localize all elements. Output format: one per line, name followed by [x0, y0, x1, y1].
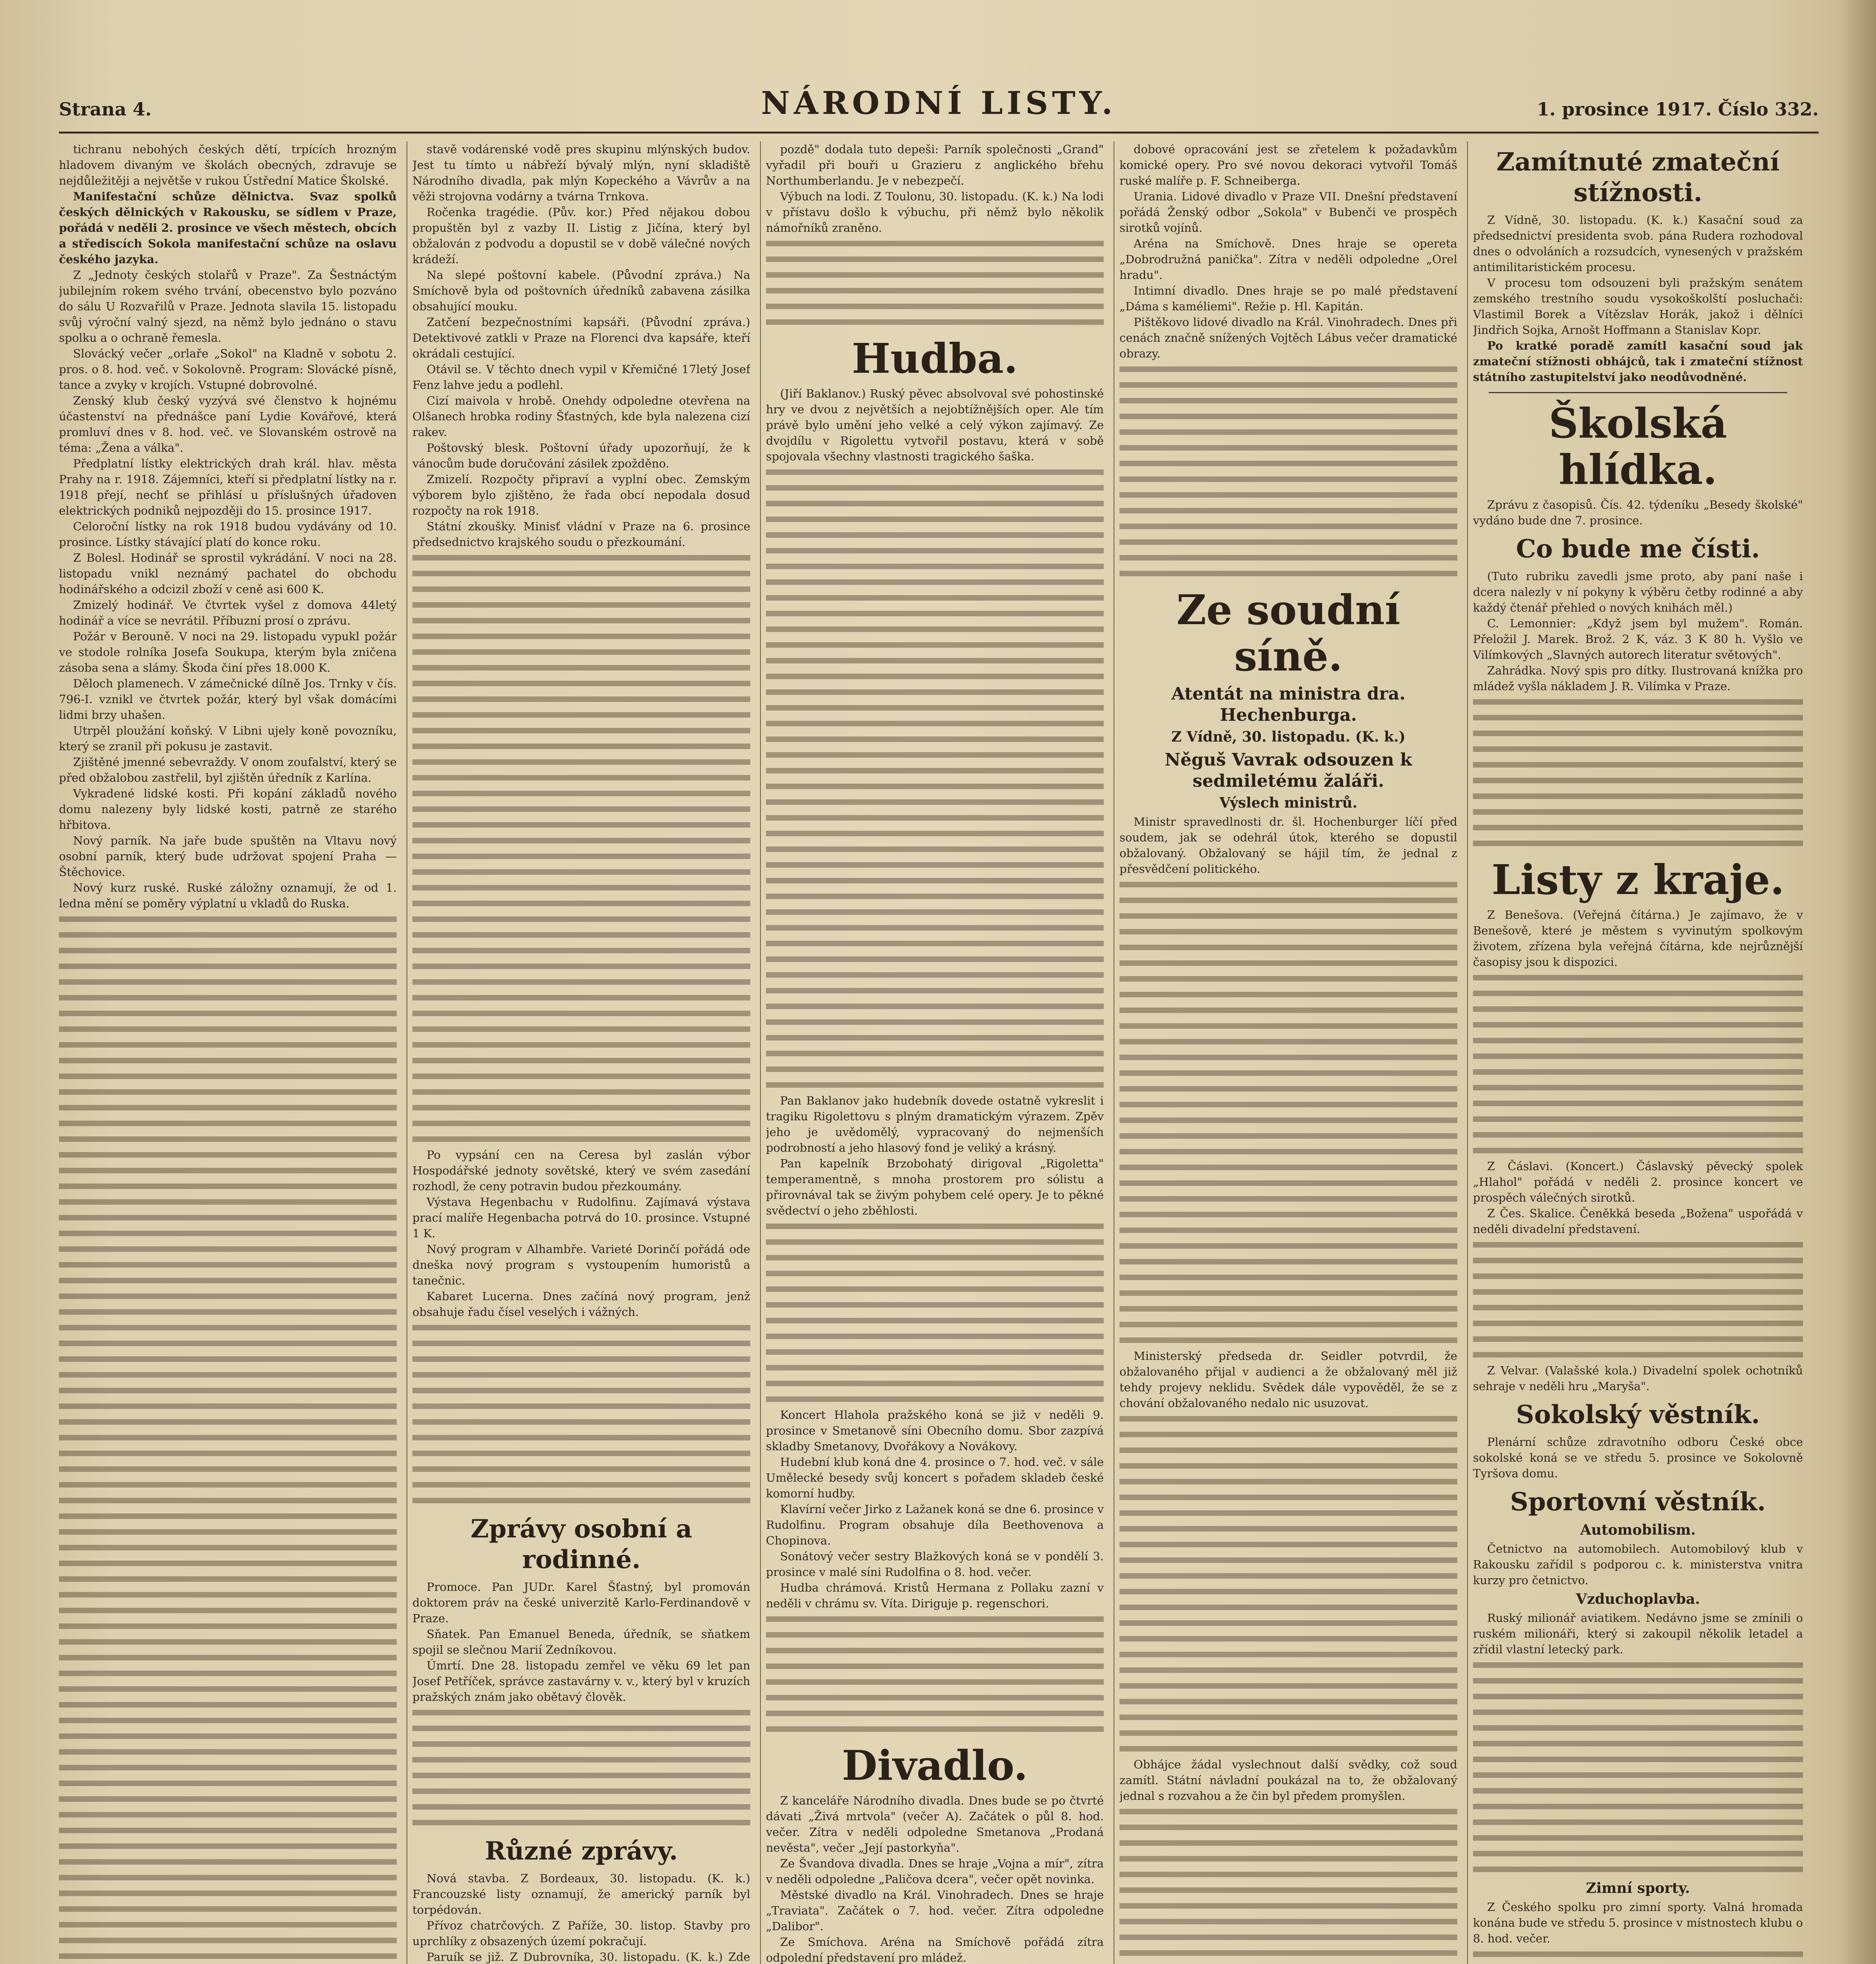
paragraph: Zmizelý hodinář. Ve čtvrtek vyšel z domova 44letý hodinář a více se nevrátil. Příbuzní prosí o zprávu.	[59, 598, 397, 627]
paragraph: Pan Baklanov jako hudebník dovede ostatně vykreslit i tragiku Rigolettovu s plným dramatickým výrazem. Zpěv jeho je uvědomělý, vypracovaný do nejmenších podrobností a jeho hlasový fond je veliký a krásný.	[766, 1094, 1104, 1154]
paragraph: Děloch plamenech. V zámečnické dílně Jos. Trnky v čís. 796-I. vznikl ve čtvrtek požár, který byl však domácími lidmi brzy uhašen.	[59, 677, 397, 722]
paragraph: Slovácký večer „orlaře „Sokol" na Kladně v sobotu 2. pros. o 8. hod. več. v Sokolovně. Program: Slovácké písně, tance a zvyky v krojích. Vstupné dobrovolné.	[59, 347, 397, 392]
paragraph: Úmrtí. Dne 28. listopadu zemřel ve věku 69 let pan Josef Petříček, správce zastavárny v. v., který byl v kruzích pražských znám jako obětavý člověk.	[412, 1659, 750, 1704]
paragraph: Sňatek. Pan Emanuel Beneda, úředník, se sňatkem spojil se slečnou Marií Zedníkovou.	[412, 1627, 750, 1656]
article-subheading: Zimní sporty.	[1586, 1880, 1690, 1896]
paragraph: dobové opracování jest se zřetelem k požadavkům komické opery. Pro své novou dekoraci vytvořil Tomáš ruské malíře p. F. Schneiberga.	[1119, 143, 1457, 187]
paragraph: Ministr spravedlnosti dr. šl. Hochenburger líčí před soudem, jak se odehrál útok, kterého se dopustil obžalovaný. Obžalovaný se hájil tím, že jednal z přesvědčení politického.	[1119, 815, 1457, 876]
paragraph: Městské divadlo na Král. Vinohradech. Dnes se hraje „Traviata". Začátek o 7. hod. večer. Zítra odpoledne „Dalibor".	[766, 1888, 1104, 1933]
text-lines	[1119, 361, 1457, 581]
section-heading: Divadlo.	[842, 1741, 1028, 1790]
paragraph: Zenský klub český vyzývá své členstvo k hojnému účastenství na přednášce paní Lydie Kovářové, která promluví dnes v 8. hod. več. ve Slovanském ostrově na téma: „Žena a válka".	[59, 394, 397, 454]
paragraph: Předplatní lístky elektrických drah král. hlav. města Prahy na r. 1918. Zájemníci, kteří si předplatní lístky na r. 1918 přejí, nechť se přihlásí u příslušných úřadoven elektrických podniků nejpozději do 15. prosince 1917.	[59, 457, 397, 517]
article-subheading: Výslech ministrů.	[1219, 795, 1358, 811]
text-lines	[1473, 1946, 1803, 1964]
text-lines	[1473, 970, 1803, 1158]
paragraph: Nový parník. Na jaře bude spuštěn na Vltavu nový osobní parník, který bude udržovat spojení Praha — Štěchovice.	[59, 834, 397, 879]
paragraph: Cizí maivola v hrobě. Onehdy odpoledne otevřena na Olšanech hrobka rodiny Šťastných, kde byla nalezena cizí rakev.	[412, 394, 750, 439]
section-heading: Ze soudní síně.	[1176, 586, 1400, 680]
column-divider	[760, 141, 761, 1964]
paragraph: Po kratké poradě zamítl kasační soud jak zmateční stížnosti obhájců, tak i zmateční stížnost státního zastupitelství jako neodůvodněné.	[1473, 339, 1803, 384]
paragraph: Promoce. Pan JUDr. Karel Šťastný, byl promován doktorem práv na české univerzitě Karlo-Ferdinandově v Praze.	[412, 1580, 750, 1625]
paragraph: Pan kapelník Brzobohatý dirigoval „Rigoletta" temperamentně, s mnoha prostorem pro sólistu a přirovnával tak se živým pohybem celé opery. Je to pěkné svědectví o jeho zběhlosti.	[766, 1157, 1104, 1217]
paragraph: Aréna na Smíchově. Dnes hraje se opereta „Dobrodružná panička". Zítra v neděli odpoledne „Orel hradu".	[1119, 237, 1457, 282]
section-heading: Různé zprávy.	[485, 1836, 678, 1866]
text-lines	[59, 911, 397, 1964]
paragraph: Požár v Berouně. V noci na 29. listopadu vypukl požár ve stodole rolníka Josefa Soukupa, kterým byla zničena zásoba sena a slámy. Škoda činí přes 18.000 K.	[59, 630, 397, 674]
paragraph: Četnictvo na automobilech. Automobilový klub v Rakousku zařídil s podporou c. k. ministerstva vnitra kurzy pro četnictvo.	[1473, 1542, 1803, 1587]
section-heading: Listy z kraje.	[1491, 856, 1784, 904]
issue-date: 1. prosince 1917. Číslo 332.	[1537, 99, 1819, 120]
paragraph: Manifestační schůze dělnictva. Svaz spolků českých dělnických v Rakousku, se sídlem v Praze, pořádá v neděli 2. prosince ve všech městech, obcích a střediscích Sokola manifestační schůze na oslavu českého jazyka.	[59, 190, 397, 266]
text-lines	[1473, 694, 1803, 851]
text-lines	[766, 464, 1104, 1093]
paragraph: Utrpěl ploužání koňský. V Libni ujely koně povozníku, který se zranil při pokusu je zastavit.	[59, 724, 397, 753]
paragraph: stavě vodárenské vodě pres skupinu mlýnských budov. Jest tu tímto u nábřeží bývalý mlýn, nyní skladiště Národního divadla, pak mlýn Kopeckého a Vávrův a na věži strojovna vodárny a tvárna Trnkova.	[412, 143, 750, 203]
paragraph: Výbuch na lodi. Z Toulonu, 30. listopadu. (K. k.) Na lodi v přístavu došlo k výbuchu, při němž bylo několik námořníků zraněno.	[766, 190, 1104, 235]
page-edge	[1841, 0, 1876, 1964]
paragraph: Z Čes. Skalice. Čeněkká beseda „Božena" uspořádá v neděli divadelní představení.	[1473, 1207, 1803, 1236]
paragraph: pozdě" dodala tuto depeši: Parník společnosti „Grand" vyřadil při bouři u Grazieru z anglického břehu Northumberlandu. Je v nebezpečí.	[766, 143, 1104, 187]
paragraph: Poštovský blesk. Poštovní úřady upozorňují, že k vánocům bude doručování zásilek zpožděno.	[412, 441, 750, 470]
section-heading: Hudba.	[852, 334, 1018, 383]
paragraph: Plenární schůze zdravotního odboru České obce sokolské koná se ve středu 5. prosince ve Sokolovně Tyršova domu.	[1473, 1435, 1803, 1480]
paragraph: Celoroční lístky na rok 1918 budou vydávány od 10. prosince. Lístky stávající platí do konce roku.	[59, 520, 397, 549]
paragraph: Po vypsání cen na Ceresa byl zaslán výbor Hospodářské jednoty sovětské, který ve svém zasedání rozhodl, že ceny potravin budou přezkoumány.	[412, 1148, 750, 1193]
paragraph: Vykradené lidské kosti. Při kopání základů nového domu nalezeny byly lidské kosti, patrně ze starého hřbitova.	[59, 787, 397, 832]
paragraph: Koncert Hlahola pražského koná se již v neděli 9. prosince v Smetanově síni Obecního domu. Sbor zazpívá skladby Smetanovy, Dvořákovy a Novákovy.	[766, 1408, 1104, 1453]
paragraph: Zjištěné jmenné sebevraždy. V onom zoufalství, který se před obžalobou zastřelil, byl zjištěn úředník z Karlína.	[59, 755, 397, 784]
paragraph: Urania. Lidové divadlo v Praze VII. Dnešní představení pořádá Ženský odbor „Sokola" v Bubenči ve prospěch sirotků vojínů.	[1119, 190, 1457, 235]
section-heading: Školská hlídka.	[1548, 399, 1728, 494]
article-subheading: Automobilism.	[1580, 1522, 1696, 1538]
text-lines	[1473, 1657, 1803, 1877]
newspaper-title: NÁRODNÍ LISTY.	[761, 84, 1117, 121]
text-lines	[766, 236, 1104, 330]
paragraph: Klavírní večer Jirko z Lažanek koná se dne 6. prosince v Rudolfinu. Program obsahuje díla Beethovenova a Chopinova.	[766, 1502, 1104, 1547]
text-lines	[412, 1320, 750, 1508]
paragraph: Z „Jednoty českých stolařů v Praze". Za Šestnáctým jubilejním rokem svého trvání, obecenstvo bylo pozváno do sálu U Rozvařilů v Praze. Jednota slavila 15. listopadu svůj výroční valný sjezd, na němž bylo jednáno o stavu spolku a o ochraně řemesla.	[59, 268, 397, 344]
paragraph: Ministerský předseda dr. Seidler potvrdil, že obžalovaného přijal v audienci a že obžalovaný měl již tehdy projevy neklidu. Svědek dále vypověděl, že se z chování obžalovaného nedalo nic usuzovat.	[1119, 1349, 1457, 1410]
paragraph: Hudební klub koná dne 4. prosince o 7. hod. več. v sále Umělecké besedy svůj koncert s pořadem skladeb české komorní hudby.	[766, 1455, 1104, 1500]
text-lines	[766, 1218, 1104, 1407]
article-subheading: Vzduchoplavba.	[1576, 1591, 1700, 1607]
paragraph: Z Benešova. (Veřejná čítárna.) Je zajímavo, že v Benešově, které je městem s vyvinutým spolkovým životem, zřízena byla veřejná čítárna, kde nejrůznější časopisy jsou k dispozici.	[1473, 908, 1803, 969]
paragraph: Hudba chrámová. Kristů Hermana z Pollaku zazní v neděli v chrámu sv. Víta. Diriguje p. regenschori.	[766, 1581, 1104, 1610]
paragraph: Paruík se již. Z Dubrovníka, 30. listopadu. (K. k.) Zde	[427, 1950, 750, 1964]
paragraph: Zahrádka. Nový spis pro dítky. Ilustrovaná knížka pro mládež vyšla nákladem J. R. Vilímka v Praze.	[1473, 664, 1803, 693]
paragraph: C. Lemonnier: „Když jsem byl mužem". Román. Přeložil J. Marek. Brož. 2 K, váz. 3 K 80 h. Vyšlo ve Vilímkových „Slavných autorech literatur světových".	[1473, 617, 1803, 661]
column-4	[1119, 141, 1457, 1964]
paragraph: Z Čáslavi. (Koncert.) Čáslavský pěvecký spolek „Hlahol" pořádá v neděli 2. prosince koncert ve prospěch válečných sirotků.	[1473, 1160, 1803, 1204]
column-5	[1473, 141, 1803, 1964]
paragraph: Zmizelí. Rozpočty připraví a vyplní obec. Zemským výborem bylo zjištěno, že řada obcí nepodala dosud rozpočty na rok 1918.	[412, 473, 750, 517]
paragraph: Nový program v Alhambře. Varieté Dorinčí pořádá ode dneška nový program s vystoupením humoristů a tanečnic.	[412, 1242, 750, 1287]
paragraph: Přívoz chatrčových. Z Paříže, 30. listop. Stavby pro uprchlíky z obsazených území pokračují.	[412, 1919, 750, 1948]
paragraph: Z Bolesl. Hodinář se sprostil vykrádání. V noci na 28. listopadu vnikl neznámý pachatel do obchodu hodinářského a odcizil zboží v ceně asi 600 K.	[59, 551, 397, 596]
page-number: Strana 4.	[59, 99, 152, 120]
text-lines	[1119, 1411, 1457, 1757]
paragraph: Státní zkoušky. Minisť vládní v Praze na 6. prosince předsednictvo krajského soudu o přezkoumání.	[412, 520, 750, 549]
column-divider	[1467, 141, 1468, 1964]
paragraph: Na slepé poštovní kabele. (Původní zpráva.) Na Smíchově byla od poštovních úředníků zabavena zásilka obsahující mouku.	[412, 268, 750, 313]
text-lines	[1119, 1804, 1457, 1964]
paragraph: Sonátový večer sestry Blažkových koná se v pondělí 3. prosince v malé síni Rudolfina o 8. hod. večer.	[766, 1550, 1104, 1579]
column-2	[412, 141, 750, 1964]
paragraph: tichranu nebohých českých dětí, trpících hrozným hladovem divaným ve školách obecných, zdravuje se nejdůležitěji a největše v rukou Ústřední Matice Školské.	[59, 143, 397, 187]
paragraph: Intimní divadlo. Dnes hraje se po malé představení „Dáma s kaméliemi". Režie p. Hl. Kapitán.	[1119, 284, 1457, 313]
article-dateline: Z Vídně, 30. listopadu. (K. k.)	[1171, 729, 1405, 745]
section-heading: Zprávy osobní a rodinné.	[470, 1514, 693, 1574]
section-heading: Zamítnuté zmateční stížnosti.	[1496, 147, 1780, 207]
paragraph: Pištěkovo lidové divadlo na Král. Vinohradech. Dnes při cenách značně snížených Vojtěch Lábus večer dramatické obrazy.	[1119, 315, 1457, 360]
paragraph: Ze Smíchova. Aréna na Smíchově pořádá zítra odpolední představení pro mládež.	[766, 1935, 1104, 1964]
column-1	[59, 141, 397, 1964]
paragraph: Z kanceláře Národního divadla. Dnes bude se po čtvrté dávati „Živá mrtvola" (večer A). Začátek o půl 8. hod. večer. Zítra v neděli odpoledne Smetanova „Prodaná nevěsta", večer „Její pastorkyňa".	[766, 1794, 1104, 1854]
paragraph: (Jiří Baklanov.) Ruský pěvec absolvoval své pohostinské hry ve dvou z největších a nejobtížnějších oper. Ale tím právě bylo umění jeho velké a celý výkon zajímavý. Ze dvojdílu v Rigolettu vytvořil postavu, která v sobě spojovala všechny vlastnosti tragického šaška.	[766, 387, 1104, 463]
paragraph: Výstava Hegenbachu v Rudolfinu. Zajímavá výstava prací malíře Hegenbacha potrvá do 10. prosince. Vstupné 1 K.	[412, 1195, 750, 1240]
article-headline: Atentát na ministra dra. Hechenburga.	[1171, 684, 1405, 725]
paragraph: Z Velvar. (Valašské kola.) Divadelní spolek ochotníků sehraje v neděli hru „Maryša".	[1473, 1364, 1803, 1393]
paragraph: Ruský milionář aviatikem. Nedávno jsme se zmínili o ruském milionáři, který si zakoupil několik letadel a zřídil vlastní letecký park.	[1473, 1611, 1803, 1656]
divider	[1489, 392, 1787, 393]
text-lines	[766, 1611, 1104, 1737]
paragraph: Nový kurz ruské. Ruské záložny oznamují, že od 1. ledna mění se poměry výplatní u vkladů do Ruska.	[59, 881, 397, 910]
paragraph: Obhájce žádal vyslechnout další svědky, což soud zamítl. Státní návladní poukázal na to, že obžalovaný jednal s rozvahou a že čin byl předem promyšlen.	[1119, 1758, 1457, 1803]
paragraph: Otávil se. V těchto dnech vypil v Křemičné 17letý Josef Fenz lahve jedu a podlehl.	[412, 363, 750, 392]
text-lines	[1119, 877, 1457, 1348]
text-lines	[412, 1705, 750, 1830]
masthead	[59, 84, 1819, 128]
header-rule	[59, 132, 1819, 134]
paragraph: Ročenka tragédie. (Pův. kor.) Před nějakou dobou propuštěn byl z vazby II. Listig z Jičína, který byl obžalován z podvodu a dopustil se v době válečné nových krádeží.	[412, 205, 750, 266]
paragraph: (Tuto rubriku zavedli jsme proto, aby paní naše i dcera nalezly v ní pokyny k výběru četby rodinné a aby každý čtenář přehled o nových knihách měl.)	[1473, 570, 1803, 614]
paragraph: Z Českého spolku pro zimní sporty. Valná hromada konána bude ve středu 5. prosince v místnostech klubu o 8. hod. večer.	[1473, 1900, 1803, 1945]
column-3	[766, 141, 1104, 1964]
paragraph: V procesu tom odsouzeni byli pražským senátem zemského trestního soudu vysokoškolští posluchači: Vlastimil Borek a Vítězslav Horák, jakož i dělníci Jindřich Sojka, Arnošt Hoffmann a Stanislav Kopr.	[1473, 276, 1803, 337]
text-lines	[412, 550, 750, 1147]
paragraph: Nová stavba. Z Bordeaux, 30. listopadu. (K. k.) Francouzské listy oznamují, že americký parník byl torpédován.	[412, 1872, 750, 1916]
paragraph: Ze Švandova divadla. Dnes se hraje „Vojna a mír", zítra v neděli odpoledne „Paličova dcera", večer opět novinka.	[766, 1857, 1104, 1886]
section-heading: Co bude me čísti.	[1516, 534, 1760, 564]
paragraph: Zprávu z časopisů. Čís. 42. týdeníku „Besedy školské" vydáno bude dne 7. prosince.	[1473, 498, 1803, 527]
article-subheadline: Něguš Vavrak odsouzen k sedmiletému žaláři.	[1165, 750, 1412, 791]
paragraph: Kabaret Lucerna. Dnes začíná nový program, jenž obsahuje řadu čísel veselých i vážných.	[412, 1290, 750, 1319]
section-heading: Sportovní věstník.	[1510, 1487, 1766, 1517]
paragraph: Zatčení bezpečnostními kapsáři. (Původní zpráva.) Detektivové zatkli v Praze na Florenci dva kapsáře, kteří okrádali cestující.	[412, 315, 750, 360]
section-heading: Sokolský věstník.	[1516, 1400, 1760, 1429]
paragraph: Z Vídně, 30. listopadu. (K. k.) Kasační soud za předsednictví presidenta svob. pána Rudera rozhodoval dnes o odvoláních a rozsudcích, vynesených v pražském antimilitaristickém procesu.	[1473, 213, 1803, 274]
text-lines	[1473, 1237, 1803, 1363]
